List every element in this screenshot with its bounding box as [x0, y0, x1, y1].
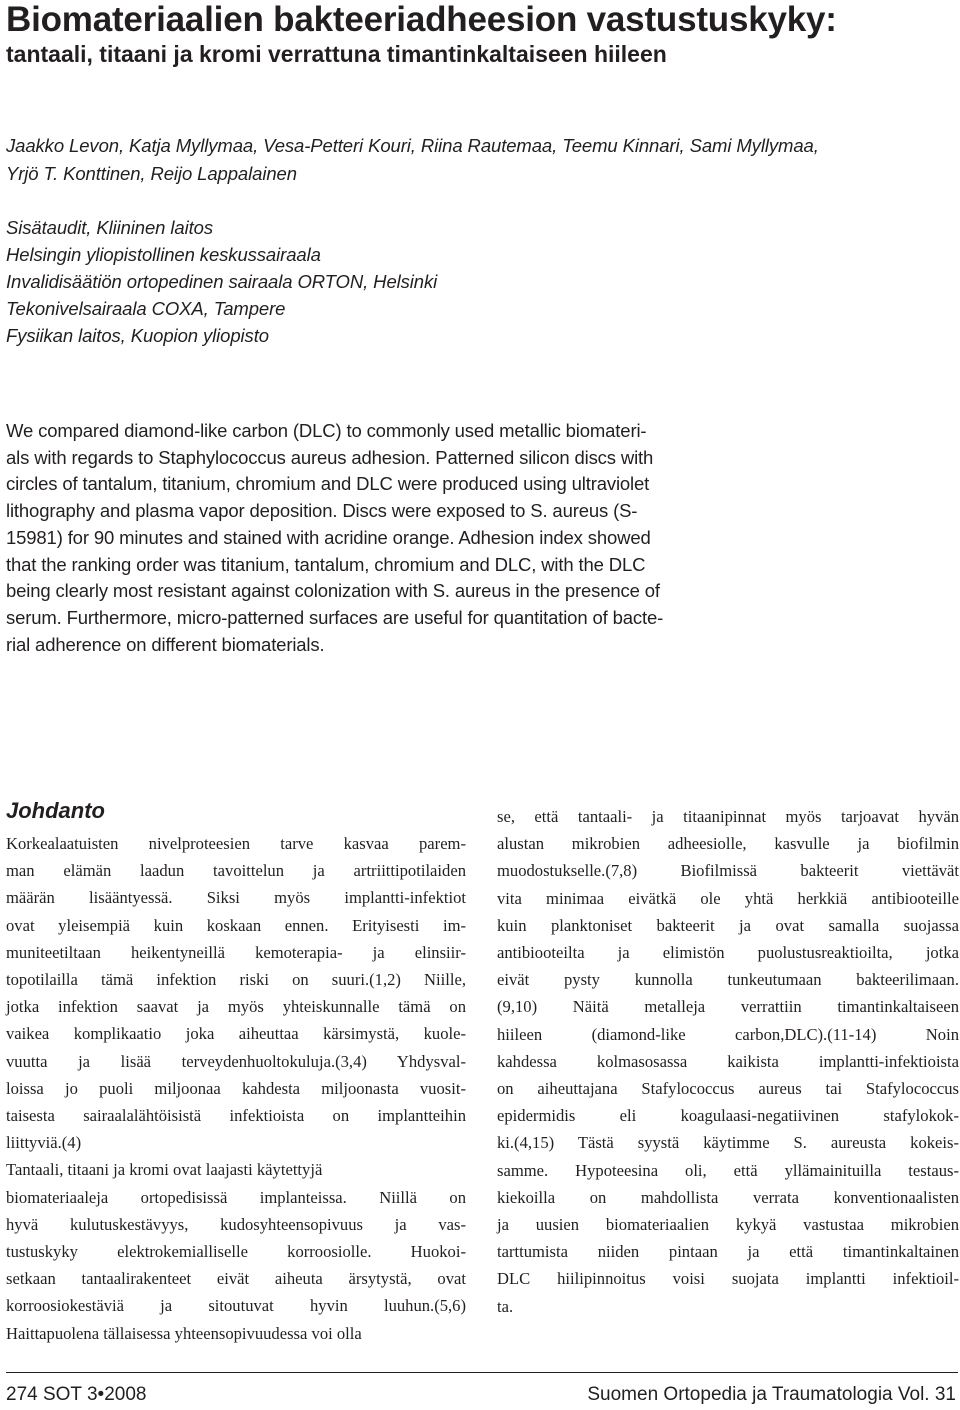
body-line: muniteetiltaan heikentyneillä kemoterapia- ja elinsiir- — [6, 942, 466, 962]
abstract-line: 15981) for 90 minutes and stained with acridine orange. Adhesion index showed — [6, 526, 651, 548]
body-line: loissa jo puoli miljoonaa kahdesta miljoonasta vuosit- — [6, 1078, 466, 1098]
body-line: tustuskyky elektrokemialliselle korroosiolle. Huokoi- — [6, 1242, 466, 1262]
body-line: vaikea komplikaatio joka aiheuttaa kärsimystä, kuole- — [6, 1024, 466, 1044]
section-heading: Johdanto — [6, 798, 105, 823]
author-line: Yrjö T. Konttinen, Reijo Lappalainen — [6, 163, 297, 184]
body-line: vita minimaa eivätkä ole yhtä herkkiä antibiooteille — [497, 888, 959, 908]
body-column-right — [497, 803, 959, 1320]
body-line: antibiooteilta ja elimistön puolustusreaktioilta, jotka — [497, 943, 959, 963]
body-line: liittyviä.(4) — [6, 1133, 82, 1153]
body-line: ovat yleisempiä kuin koskaan ennen. Erityisesti im- — [6, 915, 466, 935]
abstract-line: rial adherence on different biomaterials. — [6, 633, 325, 655]
body-column-left — [6, 796, 466, 1347]
author-line: Jaakko Levon, Katja Myllymaa, Vesa-Petteri Kouri, Riina Rautemaa, Teemu Kinnari, Sami Myllymaa, — [6, 135, 819, 156]
left-column-text — [6, 830, 466, 1347]
body-line: ki.(4,15) Tästä syystä käytimme S. aureusta kokeis- — [497, 1133, 959, 1153]
abstract-line: We compared diamond-like carbon (DLC) to commonly used metallic biomateri- — [6, 420, 647, 441]
article-subtitle: tantaali, titaani ja kromi verrattuna timantinkaltaiseen hiileen — [6, 41, 667, 67]
body-line: on aiheuttajana Stafylococcus aureus tai Stafylococcus — [497, 1079, 959, 1099]
affiliation-line: Tekonivelsairaala COXA, Tampere — [6, 298, 286, 319]
body-line: hiileen (diamond-like carbon,DLC).(11-14) Noin — [497, 1024, 959, 1044]
abstract-line: serum. Furthermore, micro-patterned surfaces are useful for quantitation of bacte- — [6, 606, 664, 628]
affiliation-line: Helsingin yliopistollinen keskussairaala — [6, 244, 321, 265]
right-column-text — [497, 803, 959, 1320]
body-line: ta. — [497, 1296, 514, 1316]
affiliation-line: Fysiikan laitos, Kuopion yliopisto — [6, 325, 269, 346]
footer-journal: Suomen Ortopedia ja Traumatologia Vol. 31 — [587, 1384, 956, 1405]
body-line: hyvä kulutuskestävyys, kudosyhteensopivuus ja vas- — [6, 1214, 466, 1234]
body-line: kahdessa kolmasosassa kaikista implantti-infektioista — [497, 1051, 959, 1071]
affiliation-line: Sisätaudit, Kliininen laitos — [6, 217, 213, 238]
body-line: DLC hiilipinnoitus voisi suojata implantti infektioil- — [497, 1269, 959, 1289]
body-line: kuin planktoniset bakteerit ja ovat samalla suojassa — [497, 915, 959, 935]
abstract-line: als with regards to Staphylococcus aureus adhesion. Patterned silicon discs with — [6, 446, 654, 468]
body-line: Korkealaatuisten nivelproteesien tarve kasvaa parem- — [6, 834, 466, 853]
body-line: biomateriaaleja ortopedisissä implanteissa. Niillä on — [6, 1187, 466, 1207]
body-line: Haittapuolena tällaisessa yhteensopivuudessa voi olla — [6, 1323, 362, 1343]
body-line: epidermidis eli koagulaasi-negatiivinen stafylokok- — [497, 1106, 959, 1126]
body-line: kiekoilla on mahdollista verrata konventionaalisten — [497, 1187, 959, 1207]
body-line: ja uusien biomateriaalien kykyä vastustaa mikrobien — [497, 1215, 959, 1235]
affiliation-list — [6, 214, 706, 349]
body-line: samme. Hypoteesina oli, että yllämainituilla testaus- — [497, 1160, 959, 1180]
body-line: eivät pysty kunnolla tunkeutumaan bakteerilimaan. — [497, 970, 959, 990]
article-header — [6, 0, 956, 68]
affiliation-line: Invalidisäätiön ortopedinen sairaala ORTON, Helsinki — [6, 271, 438, 292]
body-line: man elämän laadun tavoittelun ja artriittipotilaiden — [6, 861, 466, 881]
article-title: Biomateriaalien bakteeriadheesion vastustuskyky: — [6, 0, 837, 39]
abstract-line: that the ranking order was titanium, tantalum, chromium and DLC, with the DLC — [6, 553, 646, 575]
body-line: tarttumista niiden pintaan ja että timantinkaltainen — [497, 1242, 959, 1262]
abstract-line: being clearly most resistant against colonization with S. aureus in the presence of — [6, 580, 660, 602]
body-line: Tantaali, titaani ja kromi ovat laajasti käytettyjä — [6, 1160, 323, 1180]
body-line: vuutta ja lisää terveydenhuoltokuluja.(3,4) Yhdysval- — [6, 1051, 466, 1071]
abstract — [6, 418, 764, 658]
body-line: setkaan tantaalirakenteet eivät aiheuta ärsytystä, ovat — [6, 1269, 466, 1289]
body-line: alustan mikrobien adheesiolle, kasvulle ja biofilmin — [497, 834, 959, 854]
body-line: korroosiokestäviä ja sitoutuvat hyvin luuhun.(5,6) — [6, 1296, 466, 1316]
body-line: määrän lisääntyessä. Siksi myös implantti-infektiot — [6, 888, 466, 908]
body-line: se, että tantaali- ja titaanipinnat myös tarjoavat hyvän — [497, 807, 959, 826]
abstract-line: circles of tantalum, titanium, chromium and DLC were produced using ultraviolet — [6, 473, 650, 495]
body-line: topotilailla tämä infektion riski on suuri.(1,2) Niille, — [6, 970, 466, 990]
body-line: muodostukselle.(7,8) Biofilmissä bakteerit viettävät — [497, 861, 959, 881]
author-list — [6, 132, 936, 188]
body-line: (9,10) Näitä metalleja verrattiin timantinkaltaiseen — [497, 997, 959, 1017]
footer-divider — [6, 1372, 958, 1373]
abstract-line: lithography and plasma vapor deposition. Discs were exposed to S. aureus (S- — [6, 500, 638, 522]
body-line: taisesta sairaalalähtöisistä infektioista on implantteihin — [6, 1106, 466, 1126]
body-line: jotka infektion saavat ja myös yhteiskunnalle tämä on — [6, 997, 466, 1017]
footer-issue: 274 SOT 3•2008 — [6, 1384, 147, 1405]
